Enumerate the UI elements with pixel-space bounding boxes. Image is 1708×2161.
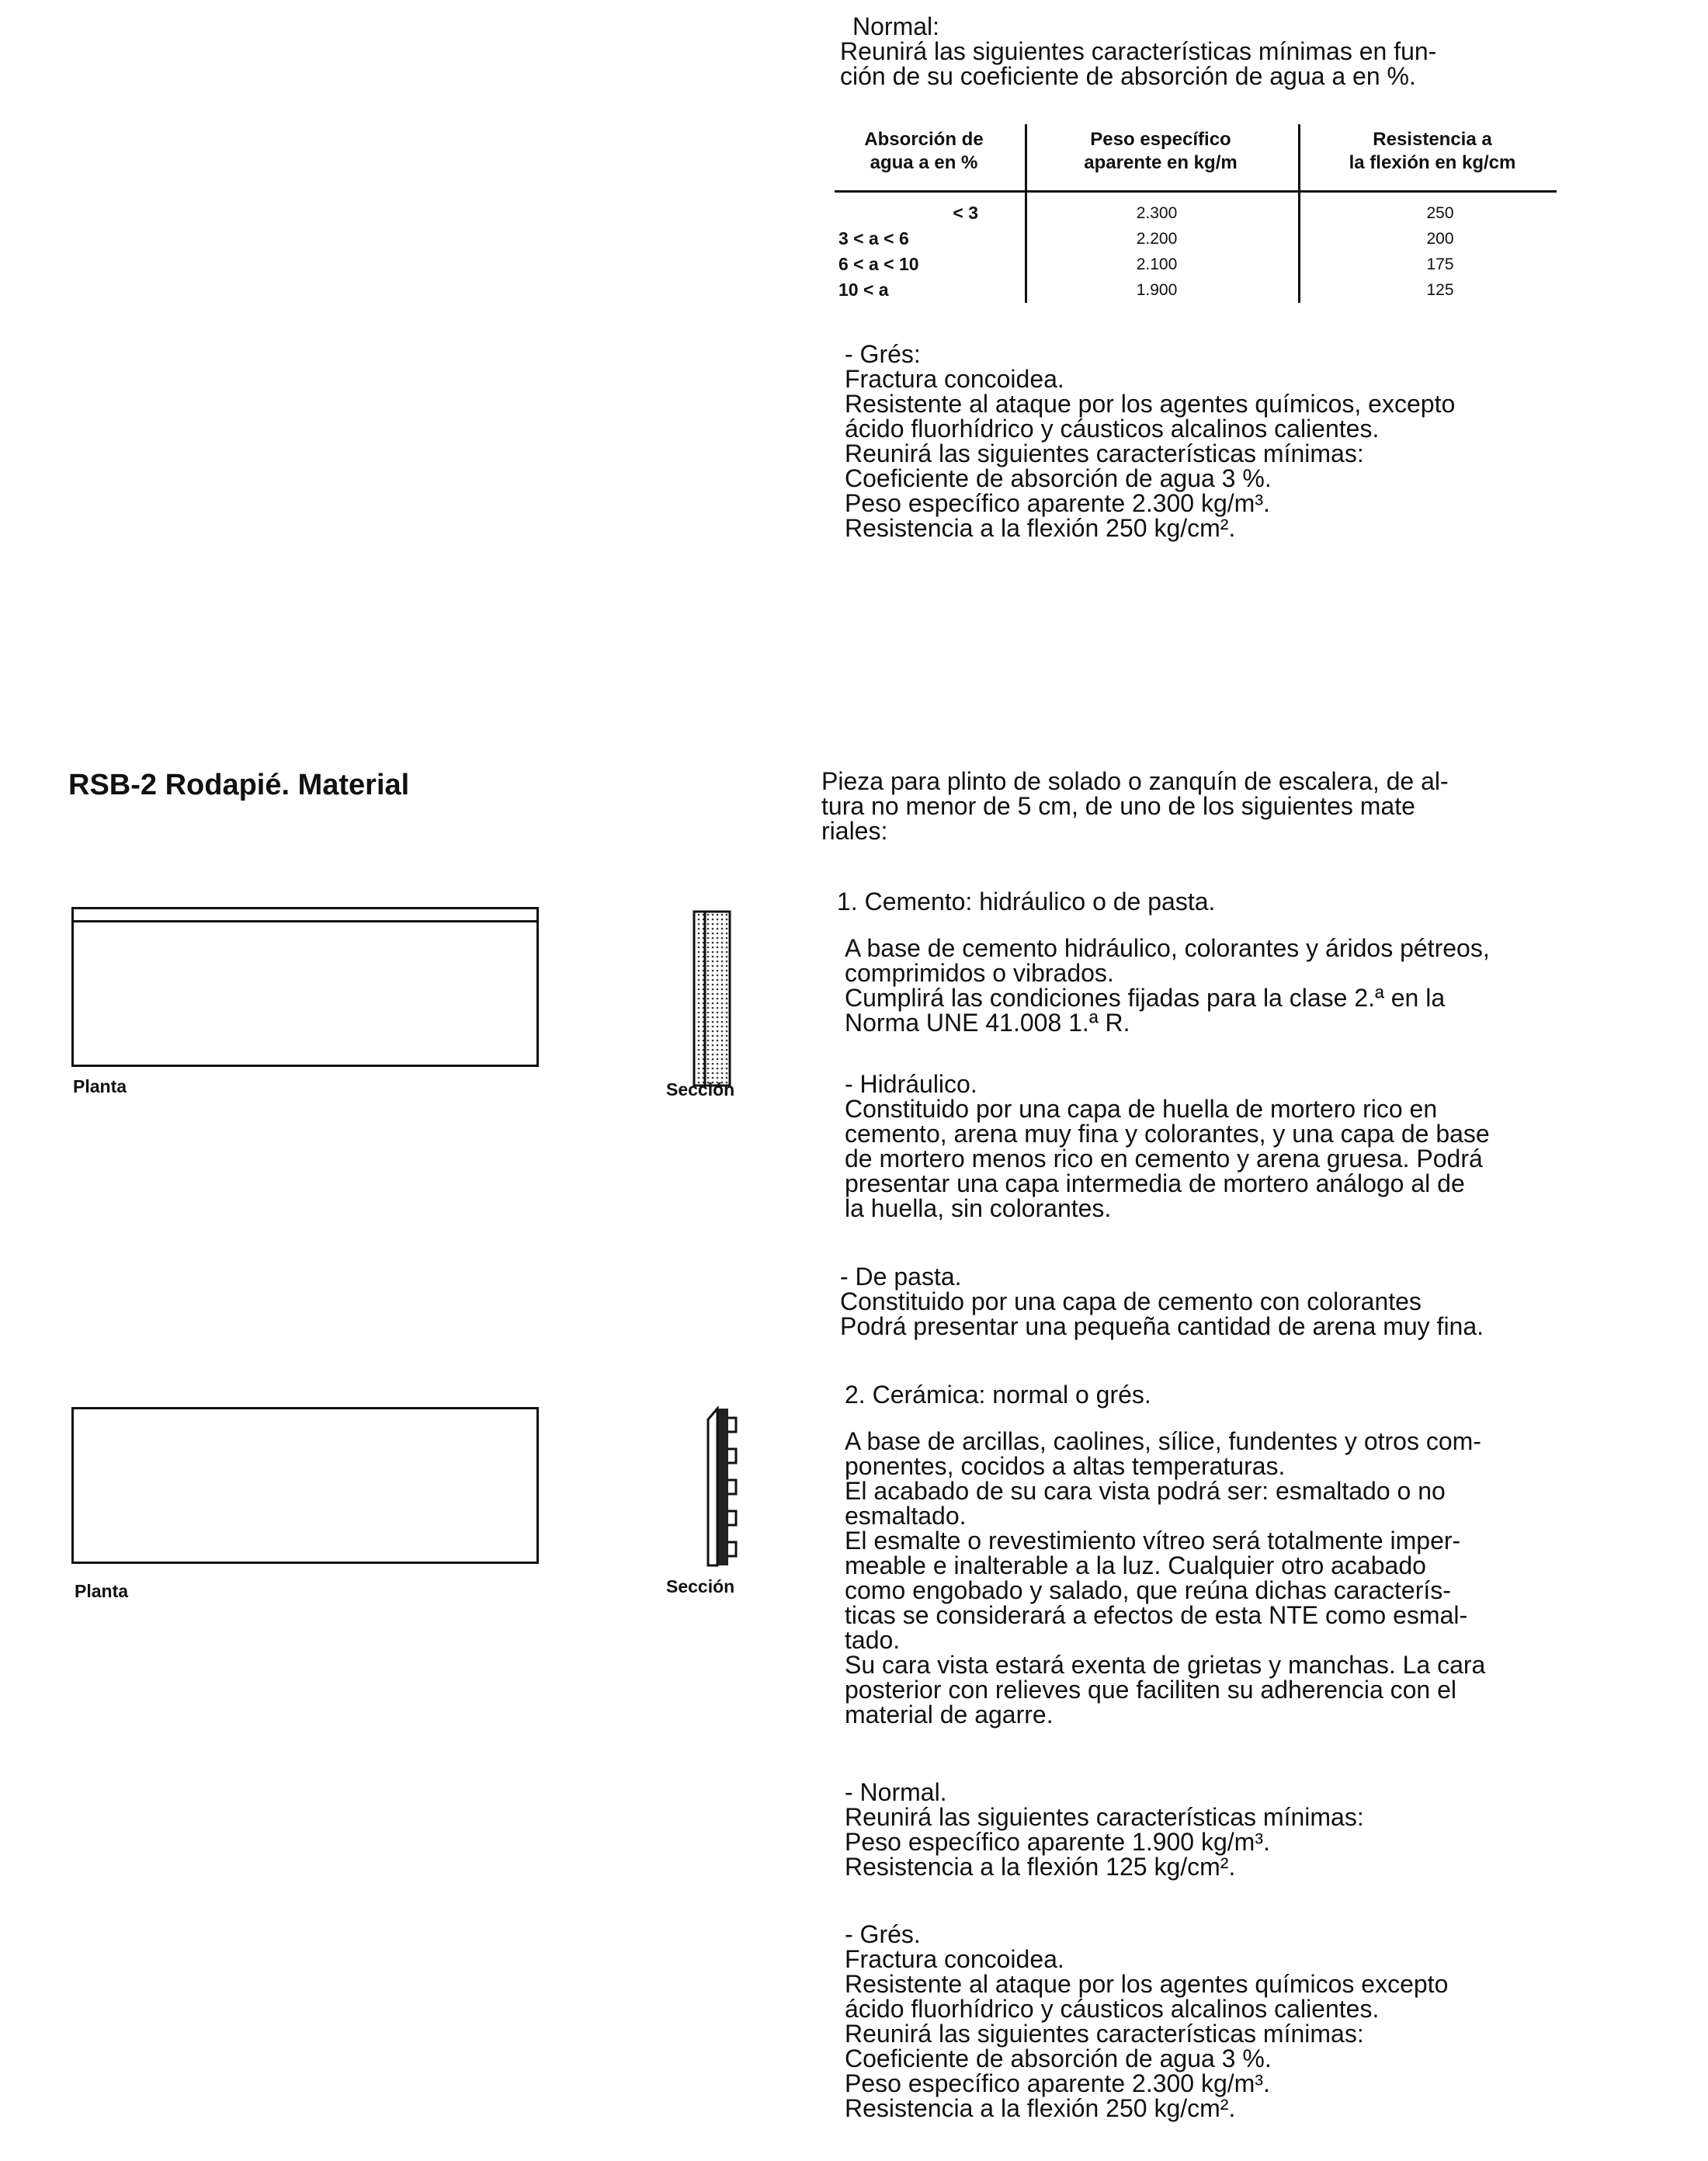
text-line: Resistencia a la flexión 250 kg/cm². <box>845 514 1236 542</box>
text-line: Reunirá las siguientes características mínimas: <box>845 2020 1364 2048</box>
section-heading: RSB-2 Rodapié. Material <box>68 769 410 801</box>
table-cell: 250 <box>1426 204 1454 222</box>
de-pasta-block <box>840 1264 1484 1339</box>
item1-text <box>845 936 1490 1035</box>
text-line: Fractura concoidea. <box>845 365 1064 393</box>
text-line: Constituido por una capa de cemento con colorantes <box>840 1287 1422 1315</box>
table-cell: 2.100 <box>1136 255 1178 273</box>
table-cell: 1.900 <box>1136 281 1178 299</box>
text-line: - De pasta. <box>840 1263 962 1291</box>
seccion-cemento-svg <box>688 909 734 1089</box>
text-line: ción de su coeficiente de absorción de agua a en %. <box>840 62 1416 90</box>
item2-text <box>845 1429 1485 1727</box>
hidraulico-block <box>845 1072 1490 1221</box>
text-line: A base de cemento hidráulico, colorantes y áridos pétreos, <box>845 934 1490 962</box>
text-line: - Grés. <box>845 1920 921 1948</box>
table-divider <box>1298 124 1300 303</box>
table-cell: 2.200 <box>1136 230 1178 248</box>
table-rule <box>835 190 1557 193</box>
table-col-absorcion <box>838 200 1025 303</box>
normal2-block <box>845 1780 1364 1879</box>
planta-edge-line <box>74 920 536 922</box>
seccion-drawing-ceramica <box>702 1402 748 1572</box>
text-line: material de agarre. <box>845 1701 1054 1728</box>
header-line: Resistencia a <box>1373 129 1492 150</box>
item1-heading: 1. Cemento: hidráulico o de pasta. <box>837 888 1216 915</box>
text-line: Pieza para plinto de solado o zanquín de escalera, de al- <box>821 767 1449 795</box>
text-line: Su cara vista estará exenta de grietas y manchas. La cara <box>845 1651 1486 1679</box>
table-cell: 6 < a < 10 <box>838 254 919 274</box>
text-line: Resistente al ataque por los agentes químicos excepto <box>845 1970 1449 1998</box>
caption-seccion-1: Sección <box>666 1079 735 1100</box>
text-line: tura no menor de 5 cm, de uno de los siguientes mate <box>821 792 1415 820</box>
text-line: riales: <box>821 817 888 845</box>
text-line: Peso específico aparente 2.300 kg/m³. <box>845 489 1270 517</box>
text-line: Resistencia a la flexión 250 kg/cm². <box>845 2094 1236 2122</box>
table-col-resistencia <box>1409 200 1471 303</box>
text-line: - Normal. <box>845 1778 947 1806</box>
text-line: Reunirá las siguientes características mínimas: <box>845 439 1364 467</box>
text-line: Norma UNE 41.008 1.ª R. <box>845 1009 1130 1037</box>
table-cell: 3 < a < 6 <box>838 228 909 248</box>
header-line: la flexión en kg/cm <box>1349 152 1516 173</box>
table-col-peso <box>1110 200 1203 303</box>
header-line: Absorción de <box>864 129 984 150</box>
table-cell: 2.300 <box>1136 204 1178 222</box>
text-line: Reunirá las siguientes características mínimas en fun- <box>840 37 1437 65</box>
text-line: posterior con relieves que faciliten su adherencia con el <box>845 1676 1457 1704</box>
text-line: Resistencia a la flexión 125 kg/cm². <box>845 1853 1236 1881</box>
table-cell: 200 <box>1426 230 1454 248</box>
text-line: Reunirá las siguientes características mínimas: <box>845 1803 1364 1831</box>
text-line: comprimidos o vibrados. <box>845 959 1114 987</box>
text-line: Coeficiente de absorción de agua 3 %. <box>845 2045 1272 2072</box>
text-line: Podrá presentar una pequeña cantidad de arena muy fina. <box>840 1312 1484 1340</box>
seccion-ceramica-svg <box>702 1402 748 1572</box>
text-line: ácido fluorhídrico y cáusticos alcalinos calientes. <box>845 415 1380 443</box>
caption-seccion-2: Sección <box>666 1576 735 1596</box>
text-line: la huella, sin colorantes. <box>845 1194 1112 1222</box>
header-line: agua a en % <box>870 152 978 173</box>
table-cell: 10 < a <box>838 280 889 300</box>
intro-text <box>821 769 1449 843</box>
table-header-peso <box>1033 128 1289 175</box>
normal-heading: Normal: <box>852 12 940 40</box>
text-line: Coeficiente de absorción de agua 3 %. <box>845 464 1272 492</box>
caption-planta-2: Planta <box>75 1581 129 1601</box>
text-line: Resistente al ataque por los agentes químicos, excepto <box>845 390 1456 418</box>
text-line: meable e inalterable a la luz. Cualquier otro acabado <box>845 1551 1426 1579</box>
text-line: ponentes, cocidos a altas temperaturas. <box>845 1452 1286 1480</box>
gres2-block <box>845 1922 1448 2121</box>
text-line: A base de arcillas, caolines, sílice, fundentes y otros com- <box>845 1427 1481 1455</box>
table-cell: 175 <box>1426 255 1454 273</box>
text-line: como engobado y salado, que reúna dichas caracterís- <box>845 1576 1451 1604</box>
table-header-absorcion <box>831 128 1017 175</box>
item2-heading: 2. Cerámica: normal o grés. <box>845 1381 1151 1409</box>
gres-block <box>845 342 1455 540</box>
table-header-resistencia <box>1304 128 1560 175</box>
planta-drawing-ceramica <box>71 1407 539 1564</box>
normal-text <box>840 39 1436 89</box>
table-divider <box>1025 124 1027 303</box>
table-cell: < 3 <box>953 203 978 223</box>
text-line: Constituido por una capa de huella de mortero rico en <box>845 1095 1438 1123</box>
text-line: Fractura concoidea. <box>845 1945 1064 1973</box>
text-line: cemento, arena muy fina y colorantes, y una capa de base <box>845 1120 1490 1148</box>
text-line: presentar una capa intermedia de mortero análogo al de <box>845 1169 1465 1197</box>
text-line: ticas se considerará a efectos de esta NTE como esmal- <box>845 1601 1468 1629</box>
caption-planta-1: Planta <box>73 1076 127 1096</box>
text-line: Peso específico aparente 1.900 kg/m³. <box>845 1828 1270 1856</box>
header-line: aparente en kg/m <box>1084 152 1238 173</box>
text-line: Peso específico aparente 2.300 kg/m³. <box>845 2069 1270 2097</box>
text-line: tado. <box>845 1626 901 1654</box>
text-line: - Hidráulico. <box>845 1070 977 1098</box>
text-line: esmaltado. <box>845 1502 967 1530</box>
text-line: El acabado de su cara vista podrá ser: esmaltado o no <box>845 1477 1446 1505</box>
text-line: El esmalte o revestimiento vítreo será totalmente imper- <box>845 1527 1461 1555</box>
planta-drawing-cemento <box>71 907 539 1067</box>
text-line: Cumplirá las condiciones fijadas para la clase 2.ª en la <box>845 984 1446 1012</box>
table-cell: 125 <box>1426 281 1454 299</box>
header-line: Peso específico <box>1090 129 1231 150</box>
text-line: - Grés: <box>845 340 921 368</box>
seccion-drawing-cemento <box>688 909 734 1089</box>
text-line: ácido fluorhídrico y cáusticos alcalinos calientes. <box>845 1995 1380 2023</box>
text-line: de mortero menos rico en cemento y arena gruesa. Podrá <box>845 1145 1483 1173</box>
